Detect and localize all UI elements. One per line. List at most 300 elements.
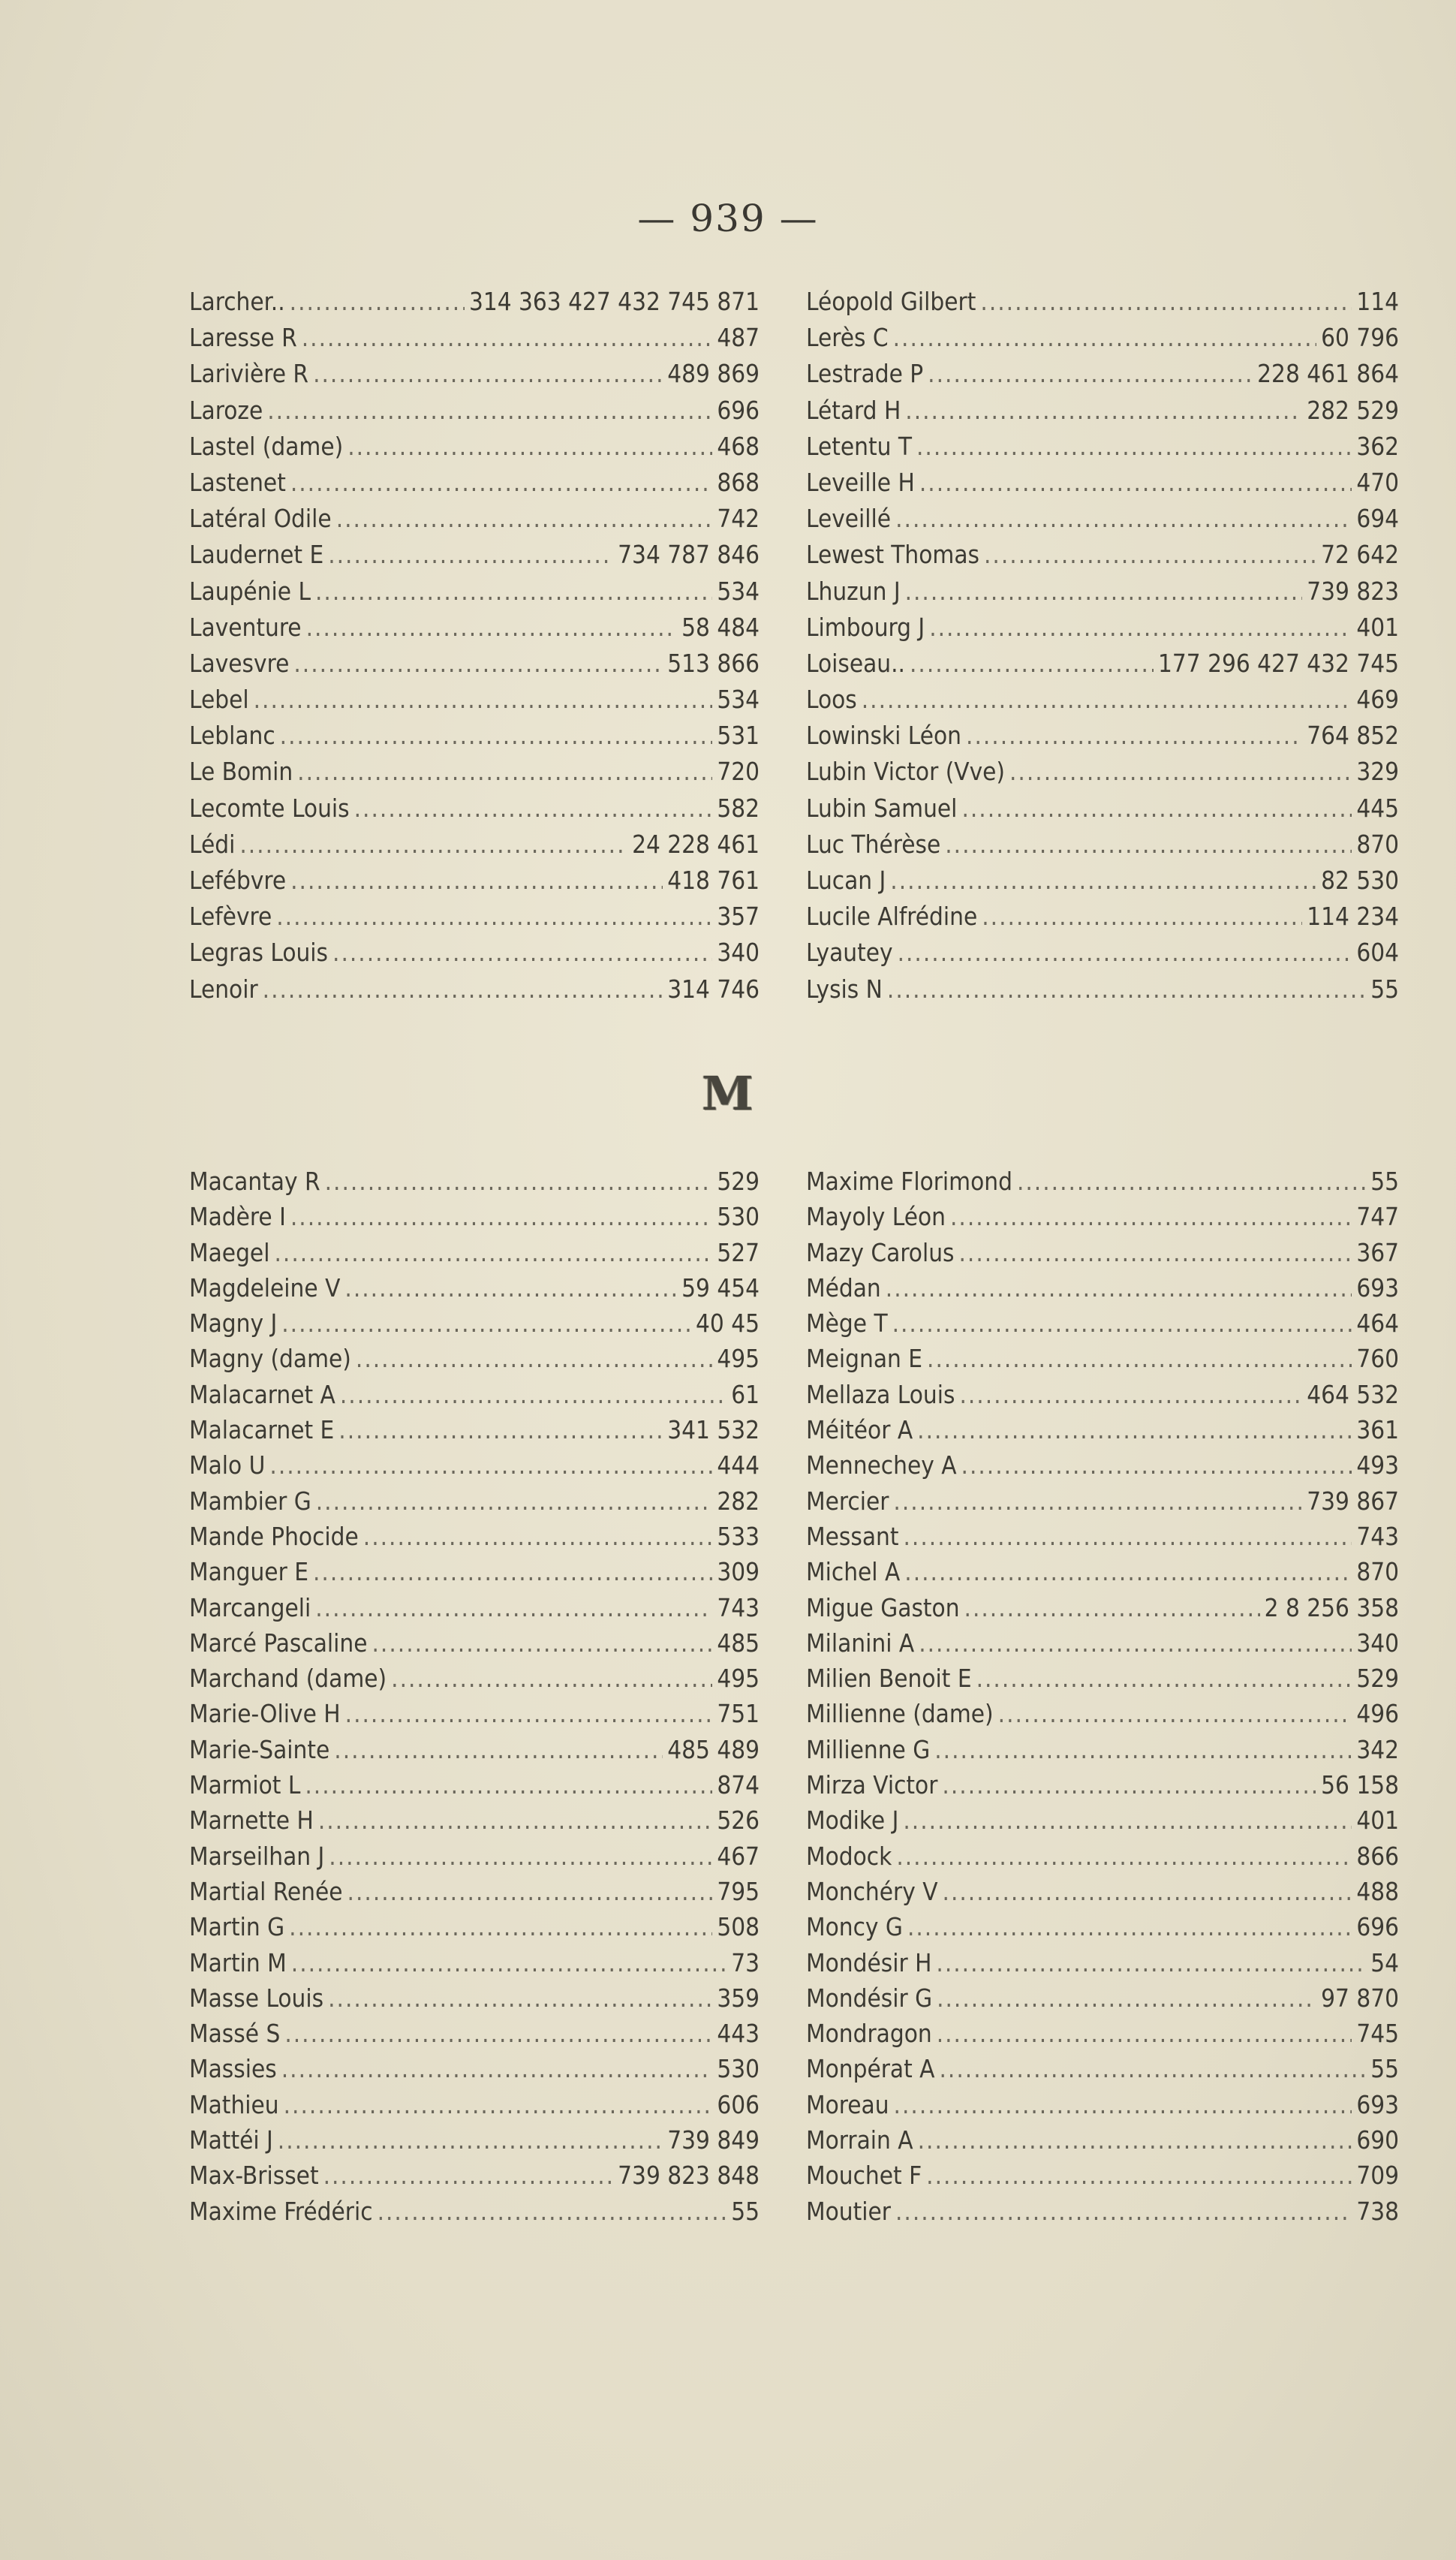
entry-name: Marnette H bbox=[189, 1806, 314, 1836]
entry-name: Mondragon bbox=[806, 2019, 932, 2049]
entry-pages: 606 bbox=[717, 2089, 760, 2119]
entry-name: Léopold Gilbert bbox=[806, 287, 976, 316]
dot-leader bbox=[281, 1306, 691, 1341]
index-entry bbox=[806, 899, 1399, 935]
entry-pages: 720 bbox=[717, 757, 760, 787]
index-entry bbox=[189, 863, 760, 899]
dot-leader bbox=[943, 1874, 1352, 1909]
index-entry bbox=[189, 1341, 760, 1376]
entry-pages: 495 bbox=[717, 1344, 760, 1374]
entry-name: Letentu T bbox=[806, 431, 912, 461]
entry-name: Madère I bbox=[189, 1202, 286, 1232]
entry-pages: 468 bbox=[717, 431, 760, 461]
index-entry bbox=[189, 2016, 760, 2051]
index-column-right bbox=[806, 284, 1399, 1007]
index-entry bbox=[189, 2087, 760, 2122]
dot-leader bbox=[1009, 754, 1352, 790]
index-entry bbox=[189, 1199, 760, 1234]
index-entry bbox=[806, 465, 1399, 501]
entry-name: Marie-Sainte bbox=[189, 1734, 330, 1764]
dot-leader bbox=[291, 1945, 726, 1980]
index-entry bbox=[189, 2122, 760, 2158]
dot-leader bbox=[903, 1803, 1352, 1838]
index-entry bbox=[806, 574, 1399, 610]
dot-leader bbox=[917, 1412, 1352, 1447]
entry-name: Modock bbox=[806, 1841, 892, 1871]
section-letter: M bbox=[702, 1066, 754, 1121]
index-entry bbox=[189, 465, 760, 501]
index-entry bbox=[806, 1483, 1399, 1519]
entry-pages: 739 823 848 bbox=[618, 2161, 760, 2191]
entry-name: Médan bbox=[806, 1272, 881, 1303]
entry-pages: 743 bbox=[1356, 1521, 1399, 1551]
entry-pages: 55 bbox=[1370, 974, 1399, 1004]
entry-name: Malacarnet E bbox=[189, 1415, 335, 1445]
entry-name: Marseilhan J bbox=[189, 1841, 325, 1871]
index-entry bbox=[806, 610, 1399, 646]
index-entry bbox=[806, 1980, 1399, 2016]
entry-name: Mellaza Louis bbox=[806, 1379, 955, 1409]
dot-leader bbox=[356, 1341, 712, 1376]
entry-name: Mennechey A bbox=[806, 1450, 957, 1480]
entry-name: Max-Brisset bbox=[189, 2161, 319, 2191]
dot-leader bbox=[904, 1554, 1352, 1589]
index-entry bbox=[189, 1874, 760, 1909]
index-entry bbox=[806, 1341, 1399, 1376]
dot-leader bbox=[919, 1625, 1352, 1661]
index-entry bbox=[189, 1980, 760, 2016]
index-entry bbox=[806, 1839, 1399, 1874]
dot-leader bbox=[916, 429, 1352, 465]
entry-name: Malo U bbox=[189, 1450, 266, 1480]
entry-name: Lewest Thomas bbox=[806, 540, 979, 570]
dot-leader bbox=[966, 718, 1302, 754]
entry-pages: 329 bbox=[1356, 757, 1399, 787]
entry-pages: 751 bbox=[717, 1699, 760, 1729]
entry-pages: 513 866 bbox=[667, 648, 760, 678]
dot-leader bbox=[976, 1661, 1352, 1696]
entry-pages: 533 bbox=[717, 1521, 760, 1551]
entry-pages: 739 849 bbox=[667, 2125, 760, 2155]
index-entry bbox=[806, 1874, 1399, 1909]
entry-name: Mambier G bbox=[189, 1486, 311, 1516]
entry-pages: 464 bbox=[1356, 1309, 1399, 1339]
dot-leader bbox=[895, 2194, 1352, 2229]
index-entry bbox=[806, 501, 1399, 537]
entry-name: Maxime Florimond bbox=[806, 1167, 1012, 1196]
entry-name: Moutier bbox=[806, 2196, 891, 2226]
entry-name: Millienne (dame) bbox=[806, 1699, 994, 1729]
dot-leader bbox=[254, 682, 713, 718]
entry-name: Maegel bbox=[189, 1237, 270, 1267]
dot-leader bbox=[892, 1306, 1352, 1341]
entry-pages: 693 bbox=[1356, 2089, 1399, 2119]
dot-leader bbox=[305, 1767, 712, 1803]
index-entry bbox=[189, 1945, 760, 1980]
entry-name: Lucile Alfrédine bbox=[806, 902, 978, 932]
entry-name: Martin G bbox=[189, 1912, 285, 1942]
dot-leader bbox=[950, 1199, 1352, 1234]
dot-leader bbox=[290, 1199, 712, 1234]
entry-name: Meignan E bbox=[806, 1344, 923, 1374]
entry-name: Loos bbox=[806, 685, 857, 715]
entry-name: Mondésir G bbox=[806, 1983, 933, 2013]
dot-leader bbox=[1017, 1164, 1366, 1199]
entry-name: Milanini A bbox=[806, 1628, 915, 1658]
dot-leader bbox=[964, 1590, 1260, 1625]
entry-name: Macantay R bbox=[189, 1167, 320, 1196]
entry-name: Mondésir H bbox=[806, 1947, 932, 1977]
index-column-left bbox=[189, 284, 760, 1007]
entry-pages: 40 45 bbox=[696, 1309, 760, 1339]
index-entry bbox=[189, 2194, 760, 2229]
dot-leader bbox=[323, 2158, 614, 2193]
dot-leader bbox=[945, 827, 1352, 863]
entry-pages: 534 bbox=[717, 685, 760, 715]
dot-leader bbox=[289, 1909, 712, 1944]
entry-name: Millienne G bbox=[806, 1734, 931, 1764]
dot-leader bbox=[928, 356, 1253, 392]
dot-leader bbox=[297, 754, 712, 790]
index-entry bbox=[806, 1199, 1399, 1234]
entry-name: Maxime Frédéric bbox=[189, 2196, 373, 2226]
entry-name: Lysis N bbox=[806, 974, 883, 1004]
index-entry bbox=[806, 1519, 1399, 1554]
entry-name: Monchéry V bbox=[806, 1876, 938, 1906]
entry-name: Limbourg J bbox=[806, 612, 925, 642]
entry-name: Le Bomin bbox=[189, 757, 293, 787]
dot-leader bbox=[328, 1980, 712, 2016]
entry-pages: 340 bbox=[717, 938, 760, 968]
dot-leader bbox=[345, 1696, 713, 1731]
dot-leader bbox=[961, 791, 1352, 827]
index-entry bbox=[189, 1164, 760, 1199]
entry-pages: 418 761 bbox=[667, 866, 760, 895]
dot-leader bbox=[325, 1164, 713, 1199]
dot-leader bbox=[984, 537, 1316, 573]
entry-pages: 114 234 bbox=[1307, 902, 1399, 932]
entry-name: Magny (dame) bbox=[189, 1344, 351, 1374]
dot-leader bbox=[274, 1235, 712, 1270]
entry-pages: 114 bbox=[1356, 287, 1399, 316]
entry-pages: 55 bbox=[731, 2196, 760, 2226]
index-entry bbox=[806, 1164, 1399, 1199]
index-entry bbox=[189, 1625, 760, 1661]
entry-name: Manguer E bbox=[189, 1557, 308, 1587]
entry-pages: 443 bbox=[717, 2019, 760, 2049]
dot-leader bbox=[318, 1803, 713, 1838]
entry-pages: 485 489 bbox=[667, 1734, 760, 1764]
index-entry bbox=[189, 718, 760, 754]
entry-pages: 530 bbox=[717, 1202, 760, 1232]
entry-name: Laupénie L bbox=[189, 576, 311, 606]
entry-name: Masse Louis bbox=[189, 1983, 324, 2013]
entry-name: Lastel (dame) bbox=[189, 431, 344, 461]
entry-name: Mouchet F bbox=[806, 2161, 922, 2191]
entry-name: Mattéi J bbox=[189, 2125, 273, 2155]
entry-pages: 82 530 bbox=[1321, 866, 1399, 895]
index-entry bbox=[189, 1909, 760, 1944]
entry-pages: 874 bbox=[717, 1770, 760, 1800]
index-entry bbox=[189, 1306, 760, 1341]
index-column-left bbox=[189, 1164, 760, 2229]
entry-name: Martin M bbox=[189, 1947, 287, 1977]
entry-name: Lucan J bbox=[806, 866, 886, 895]
entry-pages: 362 bbox=[1356, 431, 1399, 461]
entry-name: Leveille H bbox=[806, 467, 915, 497]
entry-pages: 739 823 bbox=[1307, 576, 1399, 606]
index-entry bbox=[189, 1732, 760, 1767]
index-entry bbox=[806, 393, 1399, 429]
entry-name: Massé S bbox=[189, 2019, 281, 2049]
index-entry bbox=[189, 899, 760, 935]
dot-leader bbox=[896, 1839, 1352, 1874]
entry-pages: 56 158 bbox=[1321, 1770, 1399, 1800]
index-entry bbox=[189, 1696, 760, 1731]
dot-leader bbox=[929, 610, 1352, 646]
entry-pages: 487 bbox=[717, 323, 760, 353]
dot-leader bbox=[313, 356, 663, 392]
index-entry bbox=[189, 1767, 760, 1803]
dot-leader bbox=[959, 1377, 1302, 1412]
dot-leader bbox=[939, 2051, 1366, 2086]
index-entry bbox=[806, 935, 1399, 971]
entry-name: Lhuzun J bbox=[806, 576, 901, 606]
entry-pages: 534 bbox=[717, 576, 760, 606]
dot-leader bbox=[895, 501, 1352, 537]
index-entry bbox=[189, 1661, 760, 1696]
entry-name: Leblanc bbox=[189, 721, 275, 751]
index-entry bbox=[189, 574, 760, 610]
entry-pages: 866 bbox=[1356, 1841, 1399, 1871]
entry-name: Moreau bbox=[806, 2089, 889, 2119]
entry-name: Méitéor A bbox=[806, 1415, 913, 1445]
entry-name: Laudernet E bbox=[189, 540, 324, 570]
entry-name: Lebel bbox=[189, 685, 249, 715]
entry-name: Mercier bbox=[806, 1486, 889, 1516]
entry-pages: 709 bbox=[1356, 2161, 1399, 2191]
entry-name: Lubin Samuel bbox=[806, 793, 958, 823]
index-entry bbox=[189, 610, 760, 646]
index-entry bbox=[189, 1554, 760, 1589]
dot-leader bbox=[347, 429, 712, 465]
entry-name: Lecomte Louis bbox=[189, 793, 350, 823]
entry-name: Messant bbox=[806, 1521, 899, 1551]
dot-leader bbox=[887, 971, 1366, 1007]
dot-leader bbox=[239, 827, 627, 863]
entry-pages: 495 bbox=[717, 1664, 760, 1694]
index-entry bbox=[189, 1839, 760, 1874]
entry-pages: 401 bbox=[1356, 1806, 1399, 1836]
entry-name: Lyautey bbox=[806, 938, 893, 968]
index-entry bbox=[806, 1696, 1399, 1731]
index-entry bbox=[189, 393, 760, 429]
index-entry bbox=[806, 1767, 1399, 1803]
dot-leader bbox=[926, 2158, 1352, 2193]
dot-leader bbox=[290, 284, 465, 320]
entry-pages: 97 870 bbox=[1321, 1983, 1399, 2013]
dot-leader bbox=[862, 682, 1352, 718]
dot-leader bbox=[290, 465, 713, 501]
entry-name: Monpérat A bbox=[806, 2054, 935, 2084]
dot-leader bbox=[905, 574, 1303, 610]
entry-pages: 527 bbox=[717, 1237, 760, 1267]
index-entry bbox=[189, 537, 760, 573]
dot-leader bbox=[338, 1412, 663, 1447]
index-entry bbox=[189, 935, 760, 971]
entry-pages: 58 484 bbox=[681, 612, 760, 642]
entry-name: Mayoly Léon bbox=[806, 1202, 946, 1232]
index-entry bbox=[189, 646, 760, 682]
entry-pages: 795 bbox=[717, 1876, 760, 1906]
index-entry bbox=[806, 2194, 1399, 2229]
entry-name: Lefébvre bbox=[189, 866, 287, 895]
entry-pages: 401 bbox=[1356, 612, 1399, 642]
entry-pages: 73 bbox=[731, 1947, 760, 1977]
index-entry bbox=[806, 2016, 1399, 2051]
index-entry bbox=[806, 754, 1399, 790]
entry-name: Morrain A bbox=[806, 2125, 913, 2155]
dot-leader bbox=[927, 1341, 1352, 1376]
entry-name: Lefèvre bbox=[189, 902, 272, 932]
entry-pages: 314 746 bbox=[667, 974, 760, 1004]
dot-leader bbox=[328, 537, 613, 573]
entry-pages: 693 bbox=[1356, 1272, 1399, 1303]
dot-leader bbox=[936, 1945, 1366, 1980]
index-entry bbox=[806, 646, 1399, 682]
entry-name: Lowinski Léon bbox=[806, 721, 962, 751]
entry-pages: 696 bbox=[717, 395, 760, 425]
entry-pages: 496 bbox=[1356, 1699, 1399, 1729]
dot-leader bbox=[269, 1447, 712, 1483]
dot-leader bbox=[937, 2016, 1352, 2051]
index-entry bbox=[806, 1412, 1399, 1447]
dot-leader bbox=[344, 1270, 677, 1306]
index-entry bbox=[806, 827, 1399, 863]
entry-pages: 530 bbox=[717, 2054, 760, 2084]
index-entry bbox=[189, 356, 760, 392]
index-entry bbox=[806, 1732, 1399, 1767]
entry-name: Mazy Carolus bbox=[806, 1237, 955, 1267]
entry-name: Larcher.. bbox=[189, 287, 285, 316]
entry-name: Latéral Odile bbox=[189, 504, 332, 534]
entry-pages: 526 bbox=[717, 1806, 760, 1836]
dot-leader bbox=[316, 1483, 713, 1519]
index-entry bbox=[189, 320, 760, 356]
index-entry bbox=[806, 1377, 1399, 1412]
entry-pages: 696 bbox=[1356, 1912, 1399, 1942]
entry-name: Lavesvre bbox=[189, 648, 290, 678]
entry-name: Laresse R bbox=[189, 323, 297, 353]
entry-pages: 745 bbox=[1356, 2019, 1399, 2049]
index-entry bbox=[189, 501, 760, 537]
index-entry bbox=[806, 356, 1399, 392]
entry-pages: 582 bbox=[717, 793, 760, 823]
index-column-right bbox=[806, 1164, 1399, 2229]
index-entry bbox=[189, 1412, 760, 1447]
dot-leader bbox=[278, 2122, 663, 2158]
entry-name: Mathieu bbox=[189, 2089, 279, 2119]
entry-pages: 61 bbox=[731, 1379, 760, 1409]
entry-name: Milien Benoit E bbox=[806, 1664, 972, 1694]
entry-pages: 282 bbox=[717, 1486, 760, 1516]
entry-pages: 55 bbox=[1370, 1167, 1399, 1196]
dot-leader bbox=[340, 1377, 726, 1412]
index-entry bbox=[806, 2122, 1399, 2158]
entry-name: Magny J bbox=[189, 1309, 278, 1339]
index-entry bbox=[189, 1483, 760, 1519]
entry-pages: 488 bbox=[1356, 1876, 1399, 1906]
dot-leader bbox=[281, 2051, 713, 2086]
dot-leader bbox=[998, 1696, 1352, 1731]
dot-leader bbox=[290, 863, 663, 899]
dot-leader bbox=[306, 610, 678, 646]
dot-leader bbox=[336, 501, 713, 537]
dot-leader bbox=[893, 1483, 1302, 1519]
entry-name: Martial Renée bbox=[189, 1876, 343, 1906]
entry-pages: 743 bbox=[717, 1592, 760, 1622]
index-entry bbox=[189, 827, 760, 863]
dot-leader bbox=[276, 899, 712, 935]
entry-name: Mande Phocide bbox=[189, 1521, 359, 1551]
dot-leader bbox=[332, 935, 712, 971]
dot-leader bbox=[363, 1519, 713, 1554]
index-entry bbox=[806, 1554, 1399, 1589]
index-entry bbox=[189, 1270, 760, 1306]
entry-name: Lenoir bbox=[189, 974, 258, 1004]
index-entry bbox=[806, 284, 1399, 320]
entry-name: Marie-Olive H bbox=[189, 1699, 341, 1729]
dot-leader bbox=[886, 1270, 1352, 1306]
entry-pages: 177 296 427 432 745 bbox=[1158, 648, 1399, 678]
index-entry bbox=[806, 863, 1399, 899]
entry-pages: 529 bbox=[717, 1167, 760, 1196]
entry-name: Mirza Victor bbox=[806, 1770, 938, 1800]
entry-pages: 694 bbox=[1356, 504, 1399, 534]
entry-pages: 470 bbox=[1356, 467, 1399, 497]
index-entry bbox=[189, 1377, 760, 1412]
entry-pages: 357 bbox=[717, 902, 760, 932]
dot-leader bbox=[293, 646, 663, 682]
entry-name: Michel A bbox=[806, 1557, 901, 1587]
index-entry bbox=[189, 1519, 760, 1554]
index-entry bbox=[806, 1803, 1399, 1838]
entry-pages: 738 bbox=[1356, 2196, 1399, 2226]
dot-leader bbox=[919, 465, 1352, 501]
entry-pages: 764 852 bbox=[1307, 721, 1399, 751]
entry-pages: 367 bbox=[1356, 1237, 1399, 1267]
entry-name: Marcé Pascaline bbox=[189, 1628, 368, 1658]
entry-name: Létard H bbox=[806, 395, 901, 425]
dot-leader bbox=[958, 1235, 1352, 1270]
entry-name: Migue Gaston bbox=[806, 1592, 960, 1622]
entry-pages: 340 bbox=[1356, 1628, 1399, 1658]
index-entry bbox=[189, 971, 760, 1007]
index-entry bbox=[806, 2087, 1399, 2122]
index-entry bbox=[189, 1235, 760, 1270]
index-entry bbox=[806, 537, 1399, 573]
dot-leader bbox=[378, 2194, 727, 2229]
entry-pages: 60 796 bbox=[1321, 323, 1399, 353]
dot-leader bbox=[934, 1732, 1352, 1767]
dot-leader bbox=[280, 718, 713, 754]
dot-leader bbox=[903, 1519, 1352, 1554]
entry-pages: 690 bbox=[1356, 2125, 1399, 2155]
dot-leader bbox=[918, 2122, 1352, 2158]
index-entry bbox=[189, 2158, 760, 2193]
index-entry bbox=[806, 2051, 1399, 2086]
entry-pages: 604 bbox=[1356, 938, 1399, 968]
